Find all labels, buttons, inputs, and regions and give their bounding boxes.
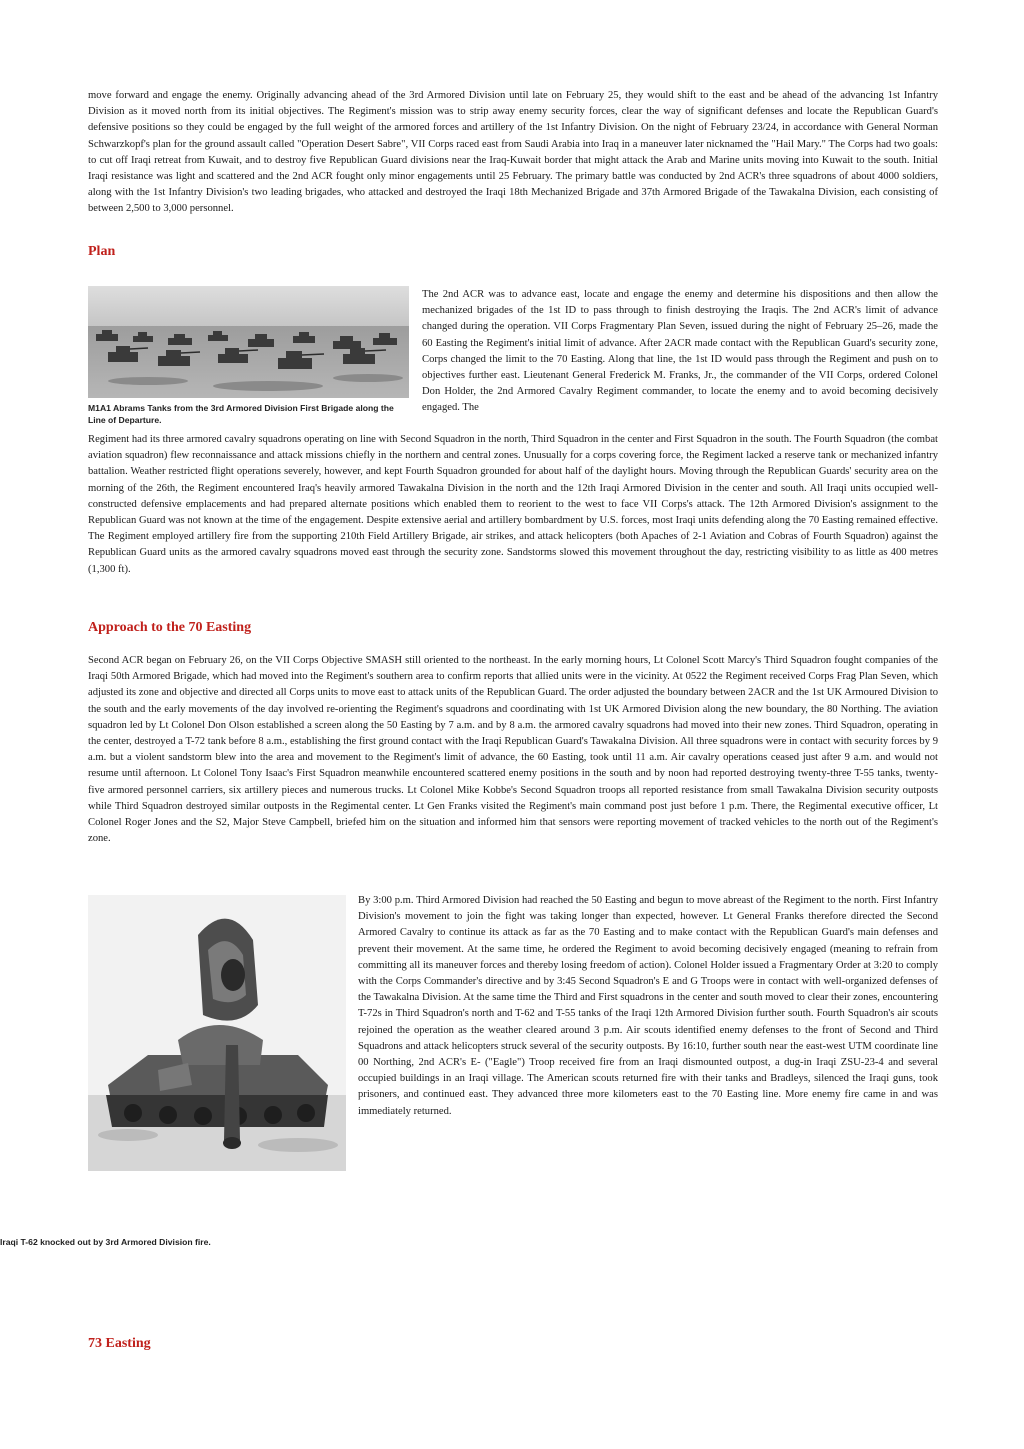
tanks-photo-caption: M1A1 Abrams Tanks from the 3rd Armored Division First Brigade along the Line of Departure. (88, 403, 394, 425)
t62-tank-photo (88, 895, 346, 1171)
t62-photo-caption: Iraqi T-62 knocked out by 3rd Armored Division fire. (0, 1237, 211, 1247)
approach-paragraph-full: Second ACR began on February 26, on the VII Corps Objective SMASH still oriented to the northeast. In the early morning hours, Lt Colonel Scott Marcy's Third Squadron fought companies of the Iraqi 50th Armored Brigade, which had moved into the Regiment's southern area to confirm reports that allied units were in the vicinity. At 0522 the Regiment received Corps Frag Plan Seven, which adjusted its zone and objective and directed all Corps units to move east to attack units of the Republican Guard. The order adjusted the boundary between 2ACR and the 1st UK Armoured Division to the south and the early movements of the day involved re-orienting the Regiment's squadrons and coordinating with 1st UK Armored Division along the new boundary, the 80 Northing. The aviation squadron led by Lt Colonel Don Olson established a screen along the 50 Easting by 7 a.m. and by 8 a.m. the armored cavalry squadrons had moved into their new zones. Third Squadron, operating in the center, destroyed a T-72 tank before 8 a.m., establishing the first ground contact with the Iraqi Republican Guard's Tawakalna Division. All three squadrons were in contact with security forces by 9 a.m. but a violent sandstorm blew into the area and movement to the Regiment's limit of advance, the 60 Easting, took until 11 a.m. Air cavalry operations ceased just after 9 a.m. and would not resume until afternoon. Lt Colonel Tony Isaac's First Squadron meanwhile encountered scattered enemy positions in the south and by noon had reported destroying twenty-three T-55 tanks, twenty-five armored personnel carriers, six artillery pieces and numerous trucks. Lt Colonel Mike Kobbe's Second Squadron troops all reported resistance from small Tawakalna Division security outposts while Third Squadron destroyed similar outposts in the Regimental center. Lt Gen Franks visited the Regiment's main command post just before 1 p.m. There, the Regimental executive officer, Lt Colonel Roger Jones and the S2, Major Steve Campbell, briefed him on the situation and informed him that sensors were reporting movement of tracked vehicles to the north out of the Regiment's zone. (88, 655, 938, 845)
intro-paragraph: move forward and engage the enemy. Originally advancing ahead of the 3rd Armored Division until late on February 25, they would shift to the east and be ahead of the advancing 1st Infantry Division as it moved north from its initial objectives. The Regiment's mission was to strip away enemy security forces, clear the way of significant defenses and locate the Republican Guard's defensive positions so they could be engaged by the full weight of the armored forces and artillery of the 1st Infantry Division. On the night of February 23/24, in accordance with General Norman Schwarzkopf's plan for the ground assault called "Operation Desert Sabre", VII Corps raced east from Saudi Arabia into Iraq in a maneuver later nicknamed the "Hail Mary." The Corps had two goals: to cut off Iraqi retreat from Kuwait, and to destroy five Republican Guard divisions near the Iraq-Kuwait border that might attack the Arab and Marine units moving into Kuwait to the south. Initial Iraqi resistance was light and scattered and the 2nd ACR fought only minor engagements until 25 February. The primary battle was conducted by 2nd ACR's three squadrons of about 4000 soldiers, along with the 1st Infantry Division's two leading brigades, who attacked and destroyed the Iraqi 18th Mechanized Brigade and 37th Armored Brigade of the Tawakalna Division, each consisting of between 2,500 to 3,000 personnel. (88, 90, 938, 215)
plan-paragraph-beside: The 2nd ACR was to advance east, locate and engage the enemy and determine his dispositions and then allow the mechanized brigades of the 1st ID to pass through to finish destroying the Iraqis. The 2nd ACR's limit of advance changed during the operation. VII Corps Fragmentary Plan Seven, issued during the night of February 25–26, made the 60 Easting the Regiment's initial limit of advance. After 2ACR made contact with the Republican Guard's security zone, Corps changed the limit to the 70 Easting. Along that line, the 1st ID would pass through the Regiment and push on to objectives further east. Lieutenant General Frederick M. Franks, Jr., the commander of the VII Corps, ordered Colonel Don Holder, the 2nd Armored Cavalry Regiment commander, to locate the enemy and to avoid becoming decisively engaged. The (422, 289, 938, 414)
plan-paragraph-full: Regiment had its three armored cavalry squadrons operating on line with Second Squadron in the north, Third Squadron in the center and First Squadron in the south. The Fourth Squadron (the combat aviation squadron) flew reconnaissance and attack missions chiefly in the northern and central zones. Unusually for a corps covering force, the Regiment lacked a reserve tank or mechanized infantry battalion. Weather restricted flight operations severely, however, and kept Fourth Squadron grounded for about half of the daylight hours. Moving through the Republican Guards' security area on the morning of the 26th, the Regiment encountered Iraq's heavily armored Tawakalna Division in the north and the 12th Iraqi Armored Division in the center and south. All Iraqi units occupied well-constructed defensive emplacements and had prepared alternate positions which enabled them to reorient to the west to face VII Corps's attack. The 12th Armored Division's assignment to the Republican Guard was not known at the time of the engagement. Despite extensive aerial and artillery bombardment by U.S. forces, most Iraqi units defending along the 70 Easting remained effective. The Regiment employed artillery fire from the supporting 210th Field Artillery Brigade, air strikes, and attack helicopters (both Apaches of 2-1 Aviation and Cobras of Fourth Squadron) against the Republican Guard units as the armored cavalry squadrons moved east through the security zone. Sandstorms slowed this movement throughout the day, restricting visibility to as little as 400 metres (1,300 ft). (88, 434, 938, 575)
abrams-tanks-photo (88, 286, 409, 398)
plan-heading: Plan (88, 244, 116, 259)
approach-paragraph-beside: By 3:00 p.m. Third Armored Division had reached the 50 Easting and begun to move abreast of the Regiment to the north. First Infantry Division's movement to join the fight was taking longer than expected, however. Lt General Franks therefore directed the Second Armored Cavalry to continue its attack as far as the 70 Easting and to make contact with the Republican Guard's main defenses and prevent their movement. At the same time, he ordered the Regiment to avoid becoming decisively engaged (meaning to refrain from committing all its maneuver forces and thereby losing freedom of action). Colonel Holder issued a Fragmentary Order at 3:20 to comply with the Corps Commander's directive and by 3:45 Second Squadron's E and G Troops were in contact with well-organized defenses of the Tawakalna Division. At the same time the Third and First squadrons in the center and south moved to clear their zones, encountering T-72s in Third Squadron's north and T-62 and T-55 tanks of the Iraqi 12th Armored Division further south. Fourth Squadron's air scouts rejoined the operation as the weather cleared around 3 p.m. Air scouts identified enemy defenses to the front of Second and Third Squadrons and attack helicopters struck several of the security outposts. By 16:10, further south near the east-west UTM coordinate line 00 Northing, 2nd ACR's E- ("Eagle") Troop received fire from an Iraqi dismounted outpost, a dug-in Iraqi ZSU-23-4 and several occupied buildings in an Iraqi village. The American scouts returned fire with their tanks and Bradleys, silenced the Iraqi guns, took prisoners, and continued east. They advanced three more kilometers east to the 70 Easting line. More enemy fire came in and was immediately returned. (358, 895, 938, 1117)
approach-heading: Approach to the 70 Easting (88, 620, 252, 635)
easting-73-heading: 73 Easting (88, 1336, 151, 1351)
